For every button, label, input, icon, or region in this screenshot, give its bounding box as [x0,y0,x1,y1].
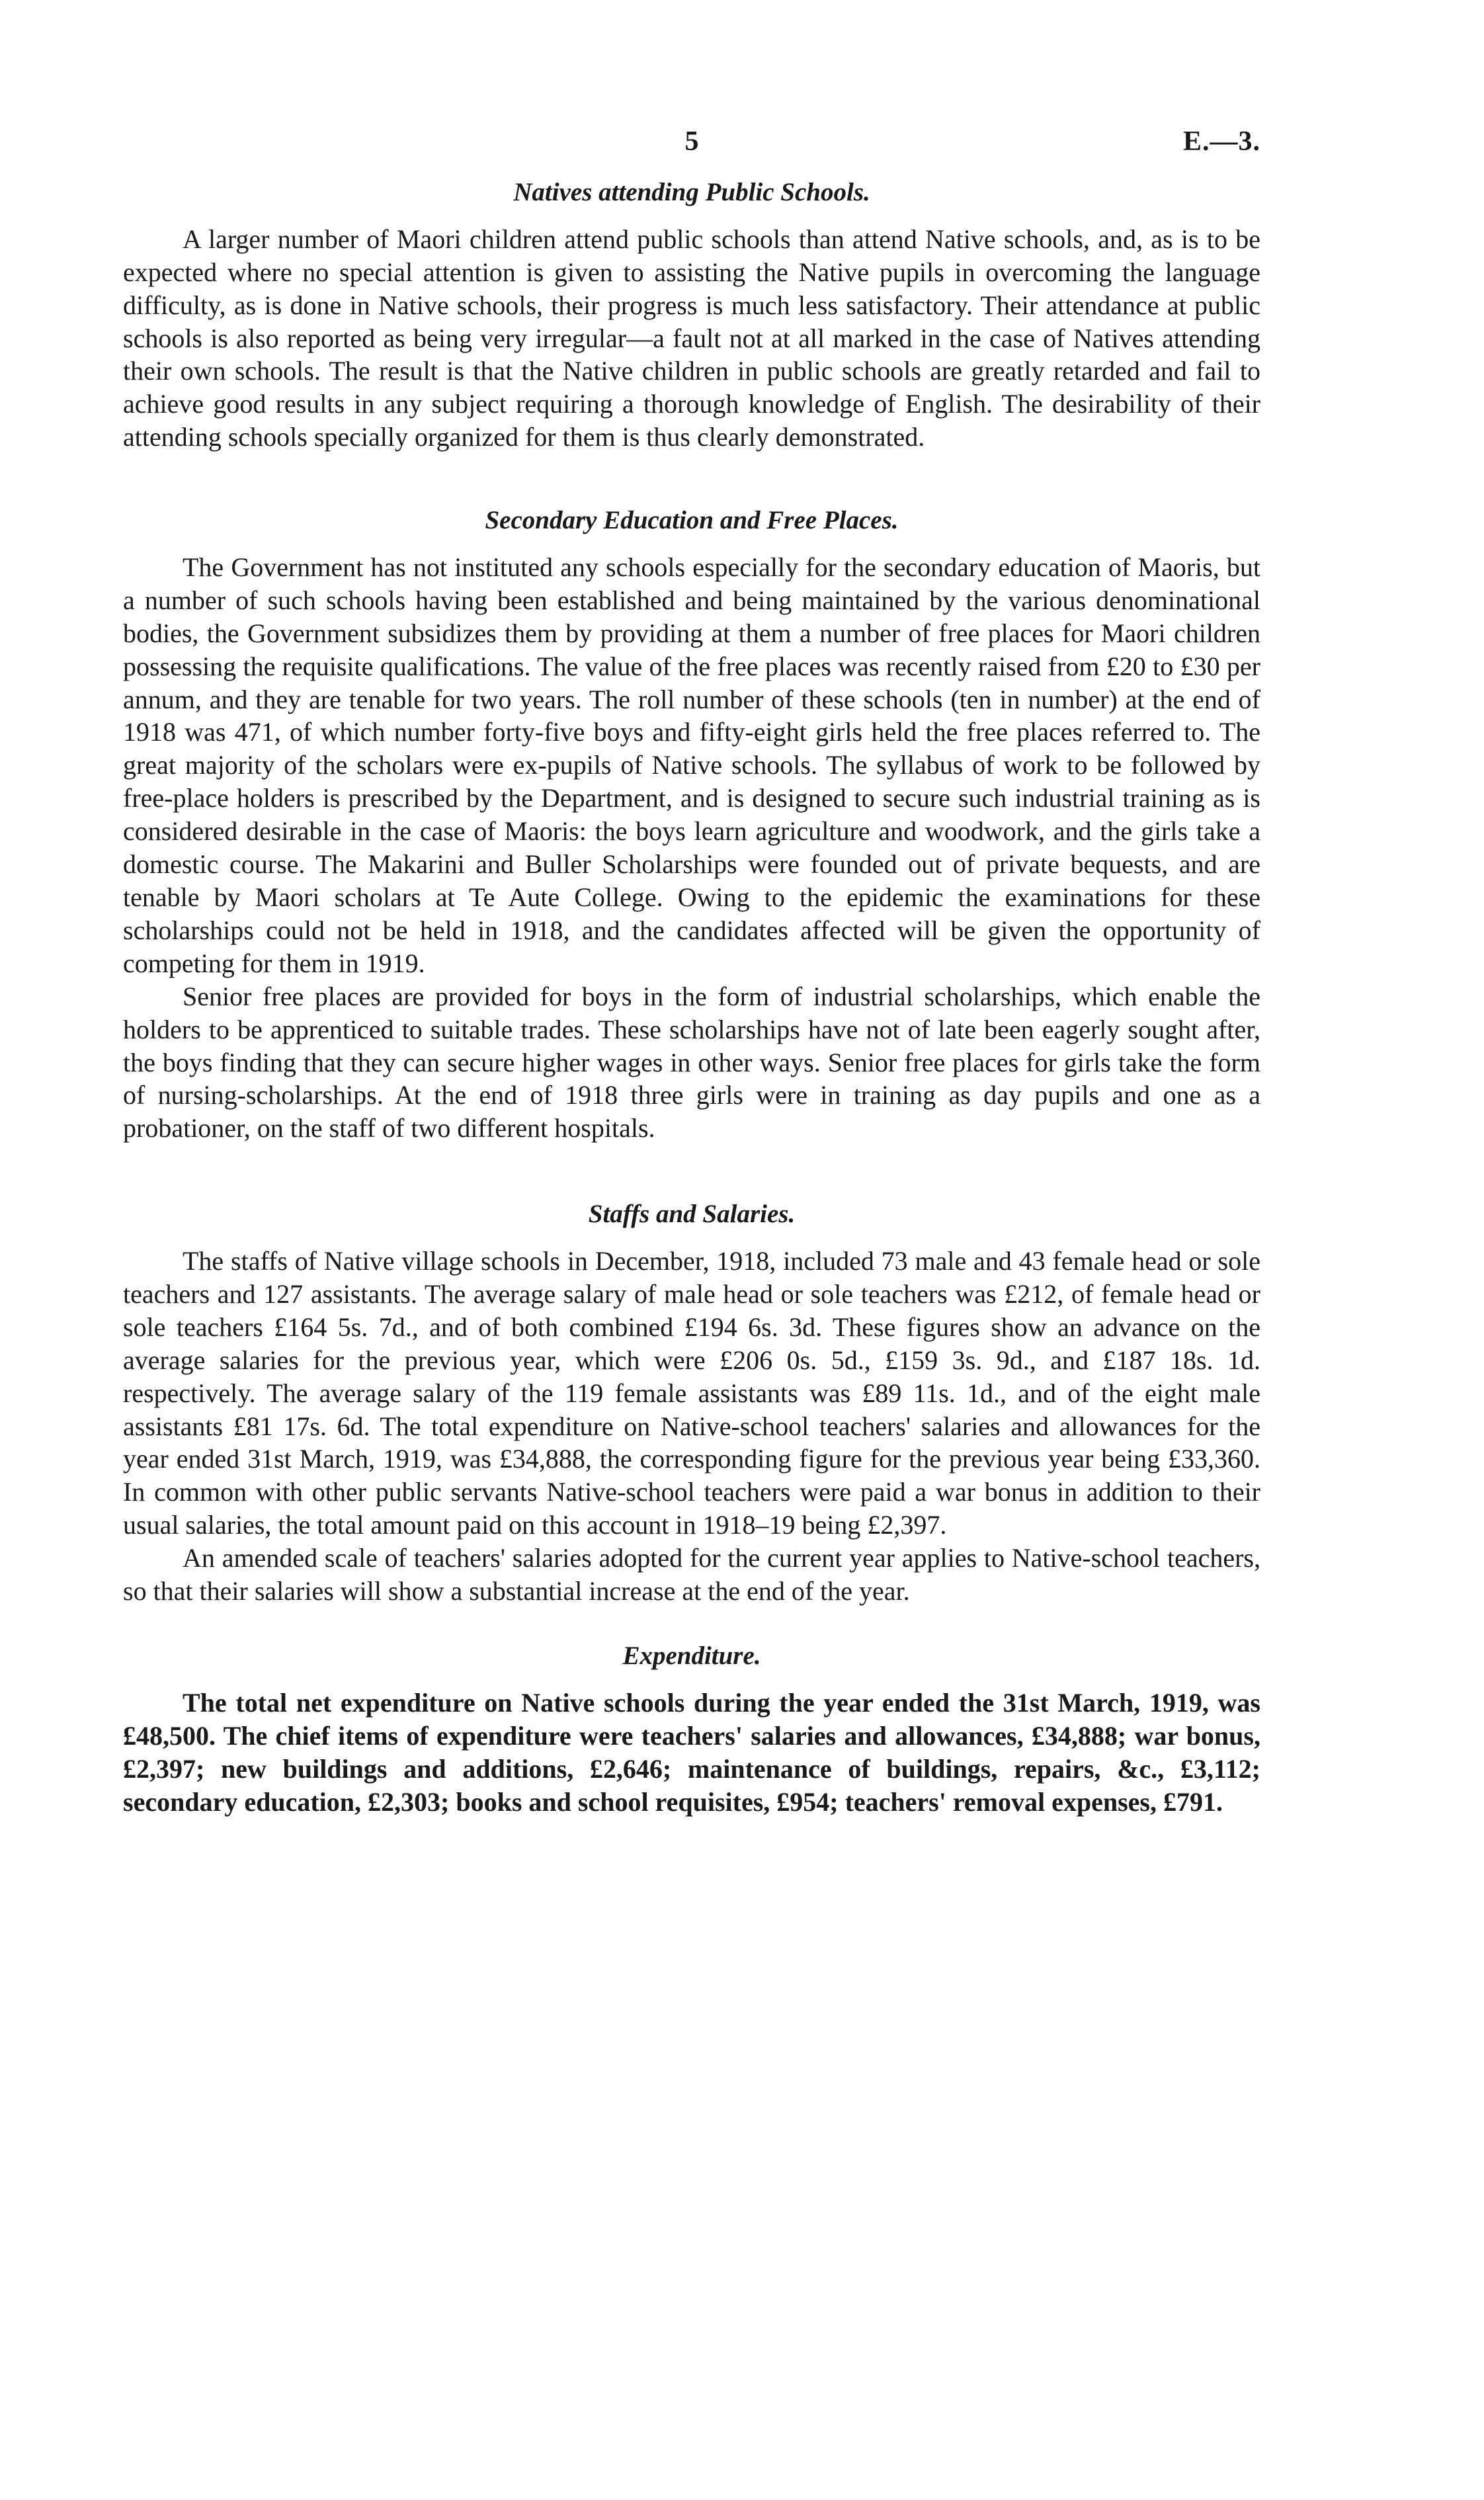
document-page [123,126,1260,1818]
section-staffs-salaries [123,1199,1260,1608]
section-heading: Secondary Education and Free Places. [485,506,899,535]
section-heading: Natives attending Public Schools. [513,178,870,206]
paragraph: The total net expenditure on Native schools during the year ended the 31st March, 1919, was £48,500. The chief items of expenditure were teachers' salaries and allowances, £34,888; war bonus, £2,397; new buildings and additions, £2,646; maintenance of buildings, repairs, &c., £3,112; secondary education, £2,303; books and school requisites, £954; teachers' removal expenses, £791. [123,1687,1260,1817]
paragraph: A larger number of Maori children attend public schools than attend Native schools, and, as is to be expected where no special attention is given to assisting the Native pupils in overcoming the language difficulty, as is done in Native schools, their progress is much less satisfactory. Their attendance at public schools is also reported as being very irregular—a fault not at all marked in the case of Natives attending their own schools. The result is that the Native children in public schools are greatly retarded and fail to achieve good results in any subject requiring a thorough knowledge of English. The desirability of their attending schools specially organized for them is thus clearly demonstrated. [123,224,1260,452]
page-number: 5 [684,126,699,157]
section-heading: Expenditure. [622,1642,761,1671]
section-heading: Staffs and Salaries. [588,1200,796,1229]
paragraph: An amended scale of teachers' salaries adopted for the current year applies to Native-school teachers, so that their salaries will show a substantial increase at the end of the year. [123,1543,1260,1606]
document-reference: E.—3. [1182,126,1260,157]
section-natives-public-schools [123,177,1260,454]
paragraph: The staffs of Native village schools in December, 1918, included 73 male and 43 female head or sole teachers and 127 assistants. The average salary of male head or sole teachers was £212, of female head or sole teachers £164 5s. 7d., and of both combined £194 6s. 3d. These figures show an advance on the average salaries for the previous year, which were £206 0s. 5d., £159 3s. 9d., and £187 18s. 1d. respectively. The average salary of the 119 female assistants was £89 11s. 1d., and of the eight male assistants £81 17s. 6d. The total expenditure on Native-school teachers' salaries and allowances for the year ended 31st March, 1919, was £34,888, the corresponding figure for the previous year being £33,360. In common with other public servants Native-school teachers were paid a war bonus in addition to their usual salaries, the total amount paid on this account in 1918–19 being £2,397. [123,1246,1260,1540]
section-secondary-education [123,505,1260,1145]
paragraph: Senior free places are provided for boys in the form of industrial scholarships, which enable the holders to be apprenticed to suitable trades. These scholarships have not of late been eagerly sought after, the boys finding that they can secure higher wages in other ways. Senior free places for girls take the form of nursing-scholarships. At the end of 1918 three girls were in training as day pupils and one as a probationer, on the staff of two different hospitals. [123,981,1260,1144]
paragraph: The Government has not instituted any schools especially for the secondary education of Maoris, but a number of such schools having been established and being maintained by the various denominational bodies, the Government subsidizes them by providing at them a number of free places for Maori children possessing the requisite qualifications. The value of the free places was recently raised from £20 to £30 per annum, and they are tenable for two years. The roll number of these schools (ten in number) at the end of 1918 was 471, of which number forty-five boys and fifty-eight girls held the free places referred to. The great majority of the scholars were ex-pupils of Native schools. The syllabus of work to be followed by free-place holders is prescribed by the Department, and is designed to secure such industrial training as is considered desirable in the case of Maoris: the boys learn agriculture and woodwork, and the girls take a domestic course. The Makarini and Buller Scholarships were founded out of private bequests, and are tenable by Maori scholars at Te Aute College. Owing to the epidemic the examinations for these scholarships could not be held in 1918, and the candidates affected will be given the opportunity of competing for them in 1919. [123,552,1260,978]
page-header [123,126,1260,172]
section-expenditure [123,1641,1260,1818]
